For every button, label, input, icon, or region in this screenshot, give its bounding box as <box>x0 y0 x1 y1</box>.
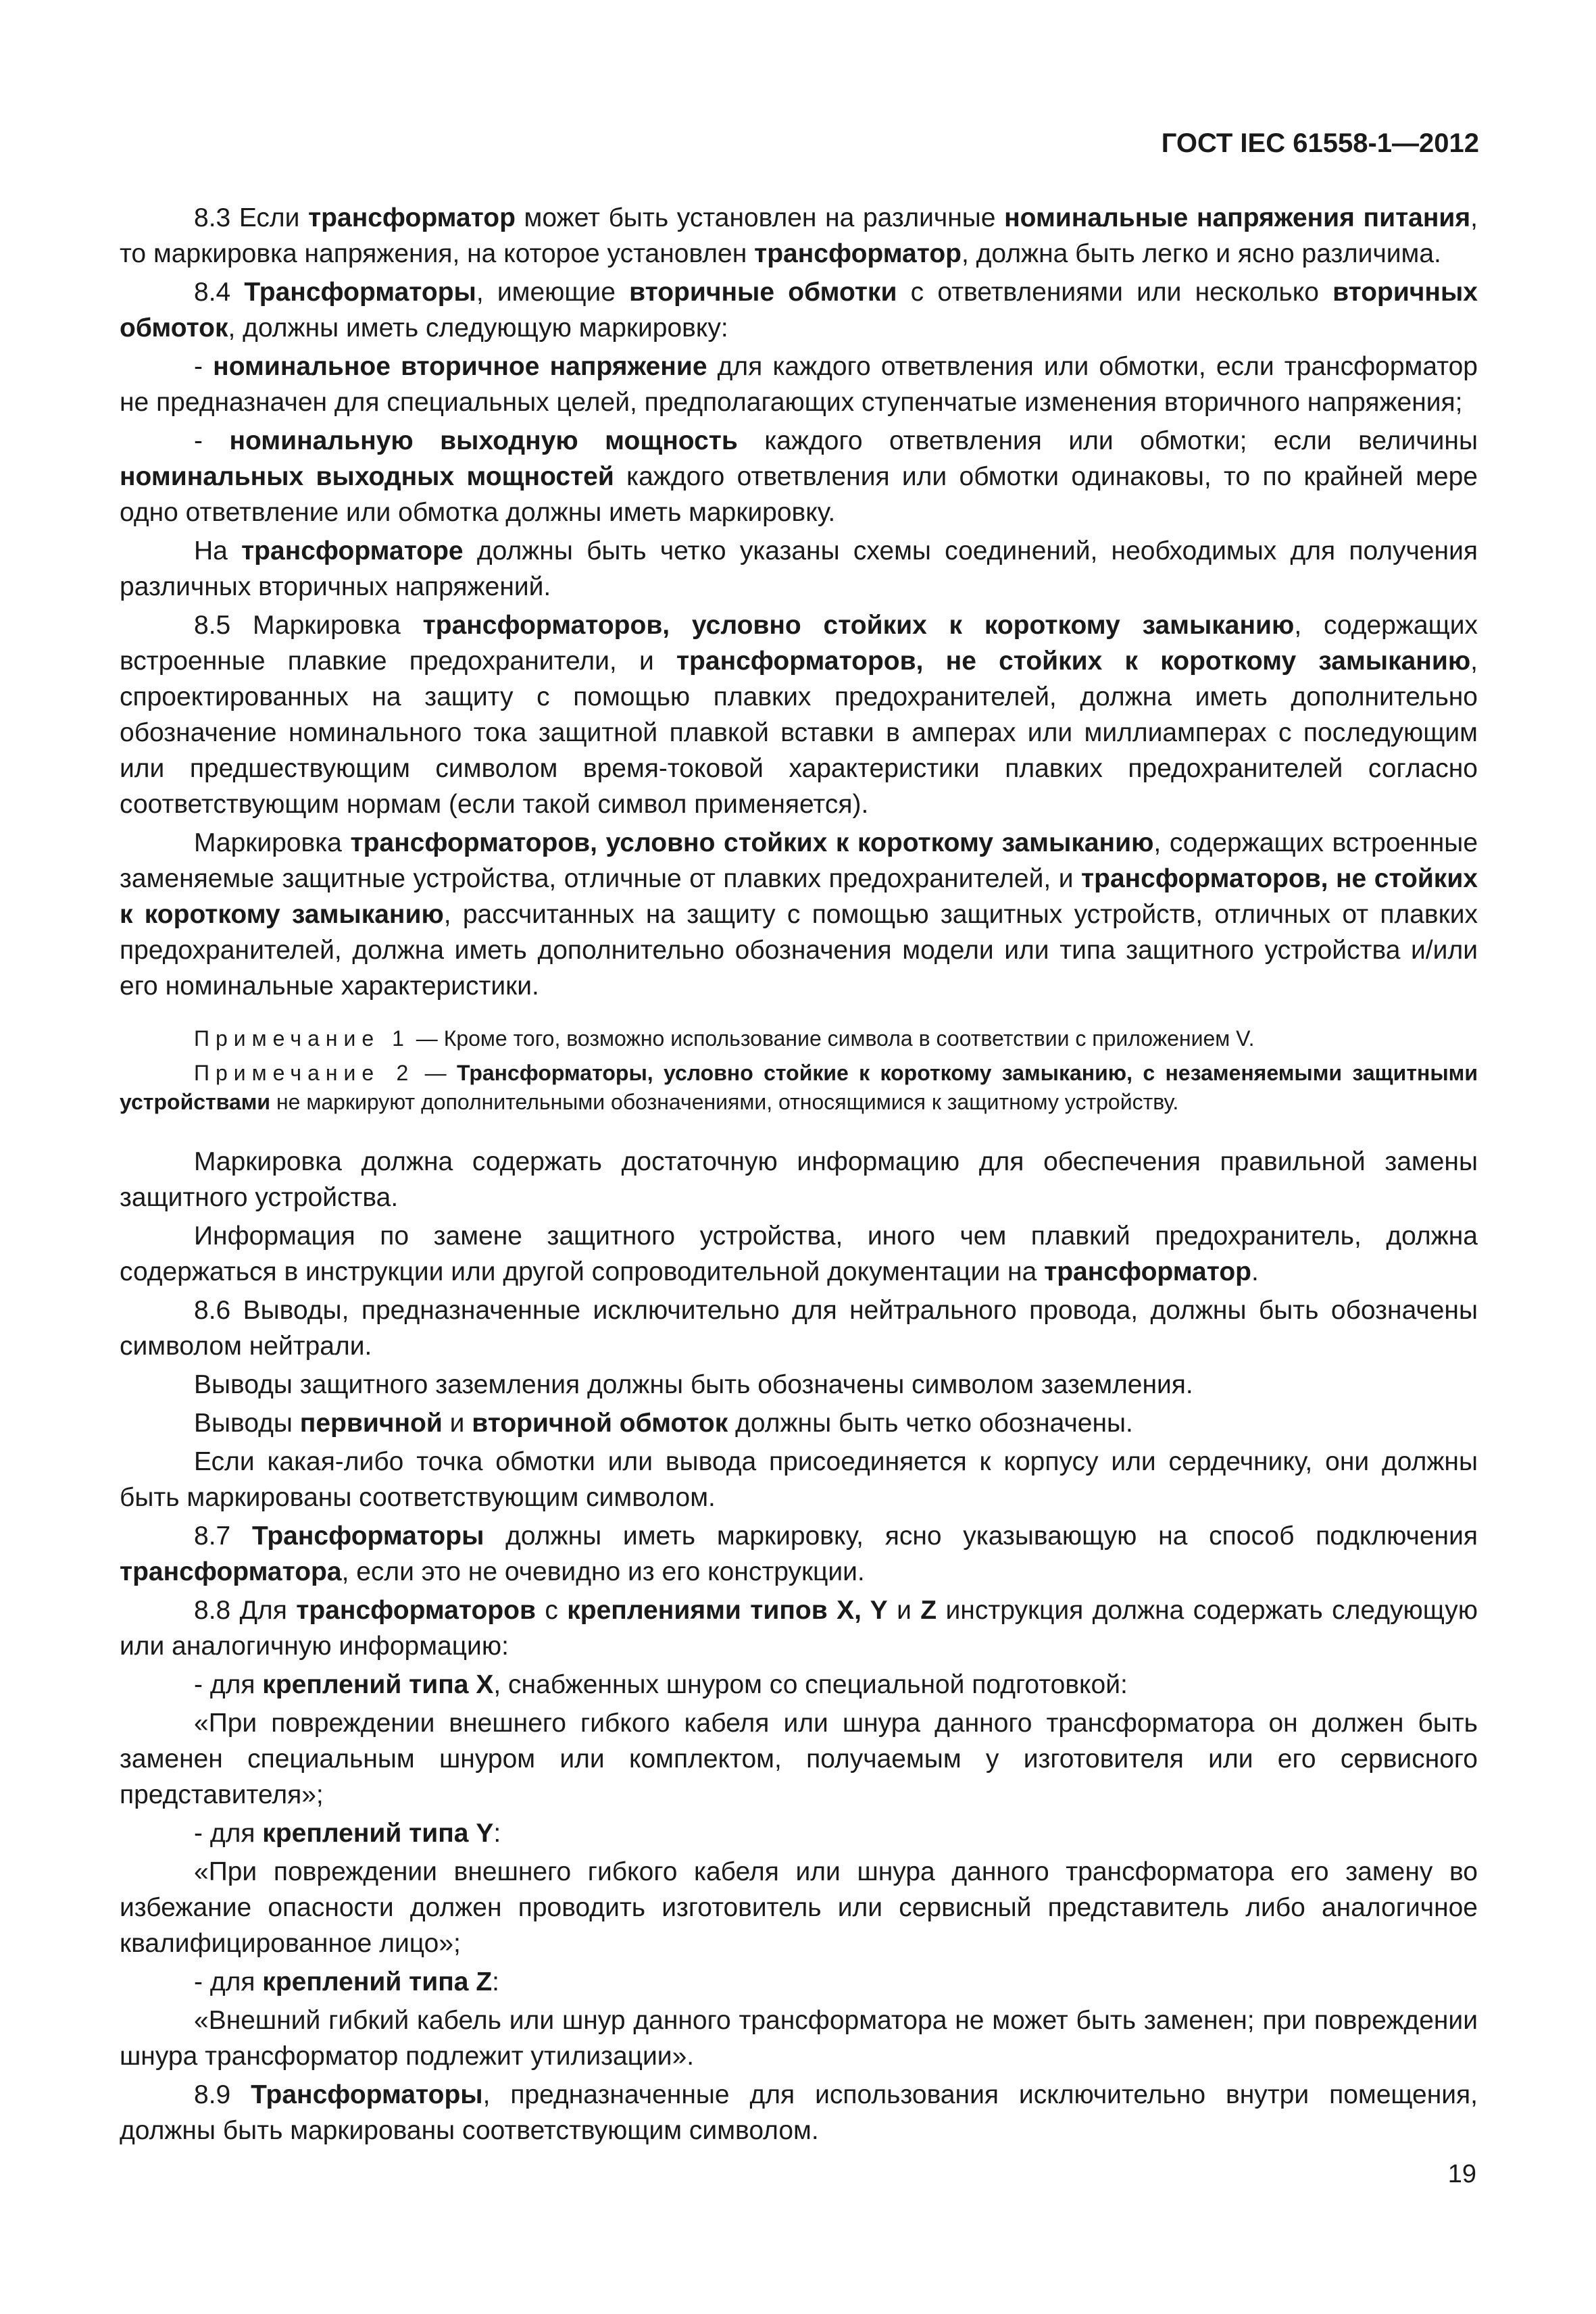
list-item-output-power: - номинальную выходную мощность каждого ответвления или обмотки; если величины номинальных выходных мощностей каждого ответвления или обмотки одинаковы, то по крайней мере одно ответвление или обмотка должны иметь маркировку. <box>120 426 1478 527</box>
paragraph-frame-connection: Если какая-либо точка обмотки или вывода присоединяется к корпусу или сердечнику, они должны быть маркированы соответствующим символом. <box>120 1447 1478 1512</box>
quote-type-z: «Внешний гибкий кабель или шнур данного трансформатора не может быть заменен; при повреждении шнура трансформатор подлежит утилизации». <box>120 2006 1478 2071</box>
list-item-type-x: - для креплений типа X, снабженных шнуром со специальной подготовкой: <box>194 1670 1128 1699</box>
paragraph-replacement-instructions: Информация по замене защитного устройства, иного чем плавкий предохранитель, должна содержаться в инструкции или другой сопроводительной документации на трансформатор. <box>120 1222 1478 1286</box>
paragraph-8-8: 8.8 Для трансформаторов с креплениями типов X, Y и Z инструкция должна содержать следующую или аналогичную информацию: <box>120 1596 1478 1661</box>
paragraph-8-3: 8.3 Если трансформатор может быть установлен на различные номинальные напряжения питания, то маркировка напряжения, на которое установлен трансформатор, должна быть легко и ясно различима. <box>120 203 1478 268</box>
note-1: Примечание 1 — Кроме того, возможно использование символа в соответствии с приложением V. <box>194 1026 1255 1051</box>
note-label: Примечание 1 <box>194 1026 410 1051</box>
paragraph-8-7: 8.7 Трансформаторы должны иметь маркировку, ясно указывающую на способ подключения трансформатора, если это не очевидно из его конструкции. <box>120 1521 1478 1586</box>
paragraph-8-4: 8.4 Трансформаторы, имеющие вторичные обмотки с ответвлениями или несколько вторичных обмоток, должны иметь следующую маркировку: <box>120 278 1478 343</box>
quote-type-x: «При повреждении внешнего гибкого кабеля или шнура данного трансформатора он должен быть заменен специальным шнуром или комплектом, получаемым у изготовителя или его сервисного представителя»; <box>120 1709 1478 1809</box>
list-item-type-z: - для креплений типа Z: <box>194 1967 500 1996</box>
paragraph-8-5-replaceable-devices: Маркировка трансформаторов, условно стойких к короткому замыканию, содержащих встроенные заменяемые защитные устройства, отличные от плавких предохранителей, и трансформаторов, не стойких к короткому замыканию, рассчитанных на защиту с помощью защитных устройств, отличных от плавких предохранителей, должна иметь дополнительно обозначения модели или типа защитного устройства и/или его номинальные характеристики. <box>120 828 1478 1001</box>
quote-type-y: «При повреждении внешнего гибкого кабеля или шнура данного трансформатора его замену во избежание опасности должен проводить изготовитель или сервисный представитель либо аналогичное квалифицированное лицо»; <box>120 1857 1478 1958</box>
document-body <box>120 200 1478 2148</box>
paragraph-connection-diagrams: На трансформаторе должны быть четко указаны схемы соединений, необходимых для получения различных вторичных напряжений. <box>120 536 1478 601</box>
paragraph-winding-terminals: Выводы первичной и вторичной обмоток должны быть четко обозначены. <box>194 1409 1133 1438</box>
paragraph-replacement-info: Маркировка должна содержать достаточную информацию для обеспечения правильной замены защитного устройства. <box>120 1147 1478 1212</box>
paragraph-earthing-terminals: Выводы защитного заземления должны быть обозначены символом заземления. <box>194 1370 1193 1399</box>
note-2: Примечание 2 — Трансформаторы, условно стойкие к короткому замыканию, с незаменяемыми защитными устройствами не маркируют дополнительными обозначениями, относящимися к защитному устройству. <box>120 1061 1478 1114</box>
note-label: Примечание 2 <box>194 1061 415 1085</box>
paragraph-8-6: 8.6 Выводы, предназначенные исключительно для нейтрального провода, должны быть обозначены символом нейтрали. <box>120 1296 1478 1361</box>
paragraph-8-5: 8.5 Маркировка трансформаторов, условно стойких к короткому замыканию, содержащих встроенные плавкие предохранители, и трансформаторов, не стойких к короткому замыканию, спроектированных на защиту с помощью плавких предохранителей, должна иметь дополнительно обозначение номинального тока защитной плавкой вставки в амперах или миллиамперах с последующим или предшествующим символом время-токовой характеристики плавких предохранителей согласно соответствующим нормам (если такой символ применяется). <box>120 611 1478 819</box>
document-code-header: ГОСТ IEC 61558-1—2012 <box>1161 128 1479 158</box>
list-item-secondary-voltage: - номинальное вторичное напряжение для каждого ответвления или обмотки, если трансформатор не предназначен для специальных целей, предполагающих ступенчатые изменения вторичного напряжения; <box>120 352 1478 417</box>
page-number: 19 <box>1447 2160 1476 2188</box>
list-item-type-y: - для креплений типа Y: <box>194 1819 501 1848</box>
paragraph-8-9: 8.9 Трансформаторы, предназначенные для использования исключительно внутри помещения, должны быть маркированы соответствующим символом. <box>120 2080 1478 2145</box>
